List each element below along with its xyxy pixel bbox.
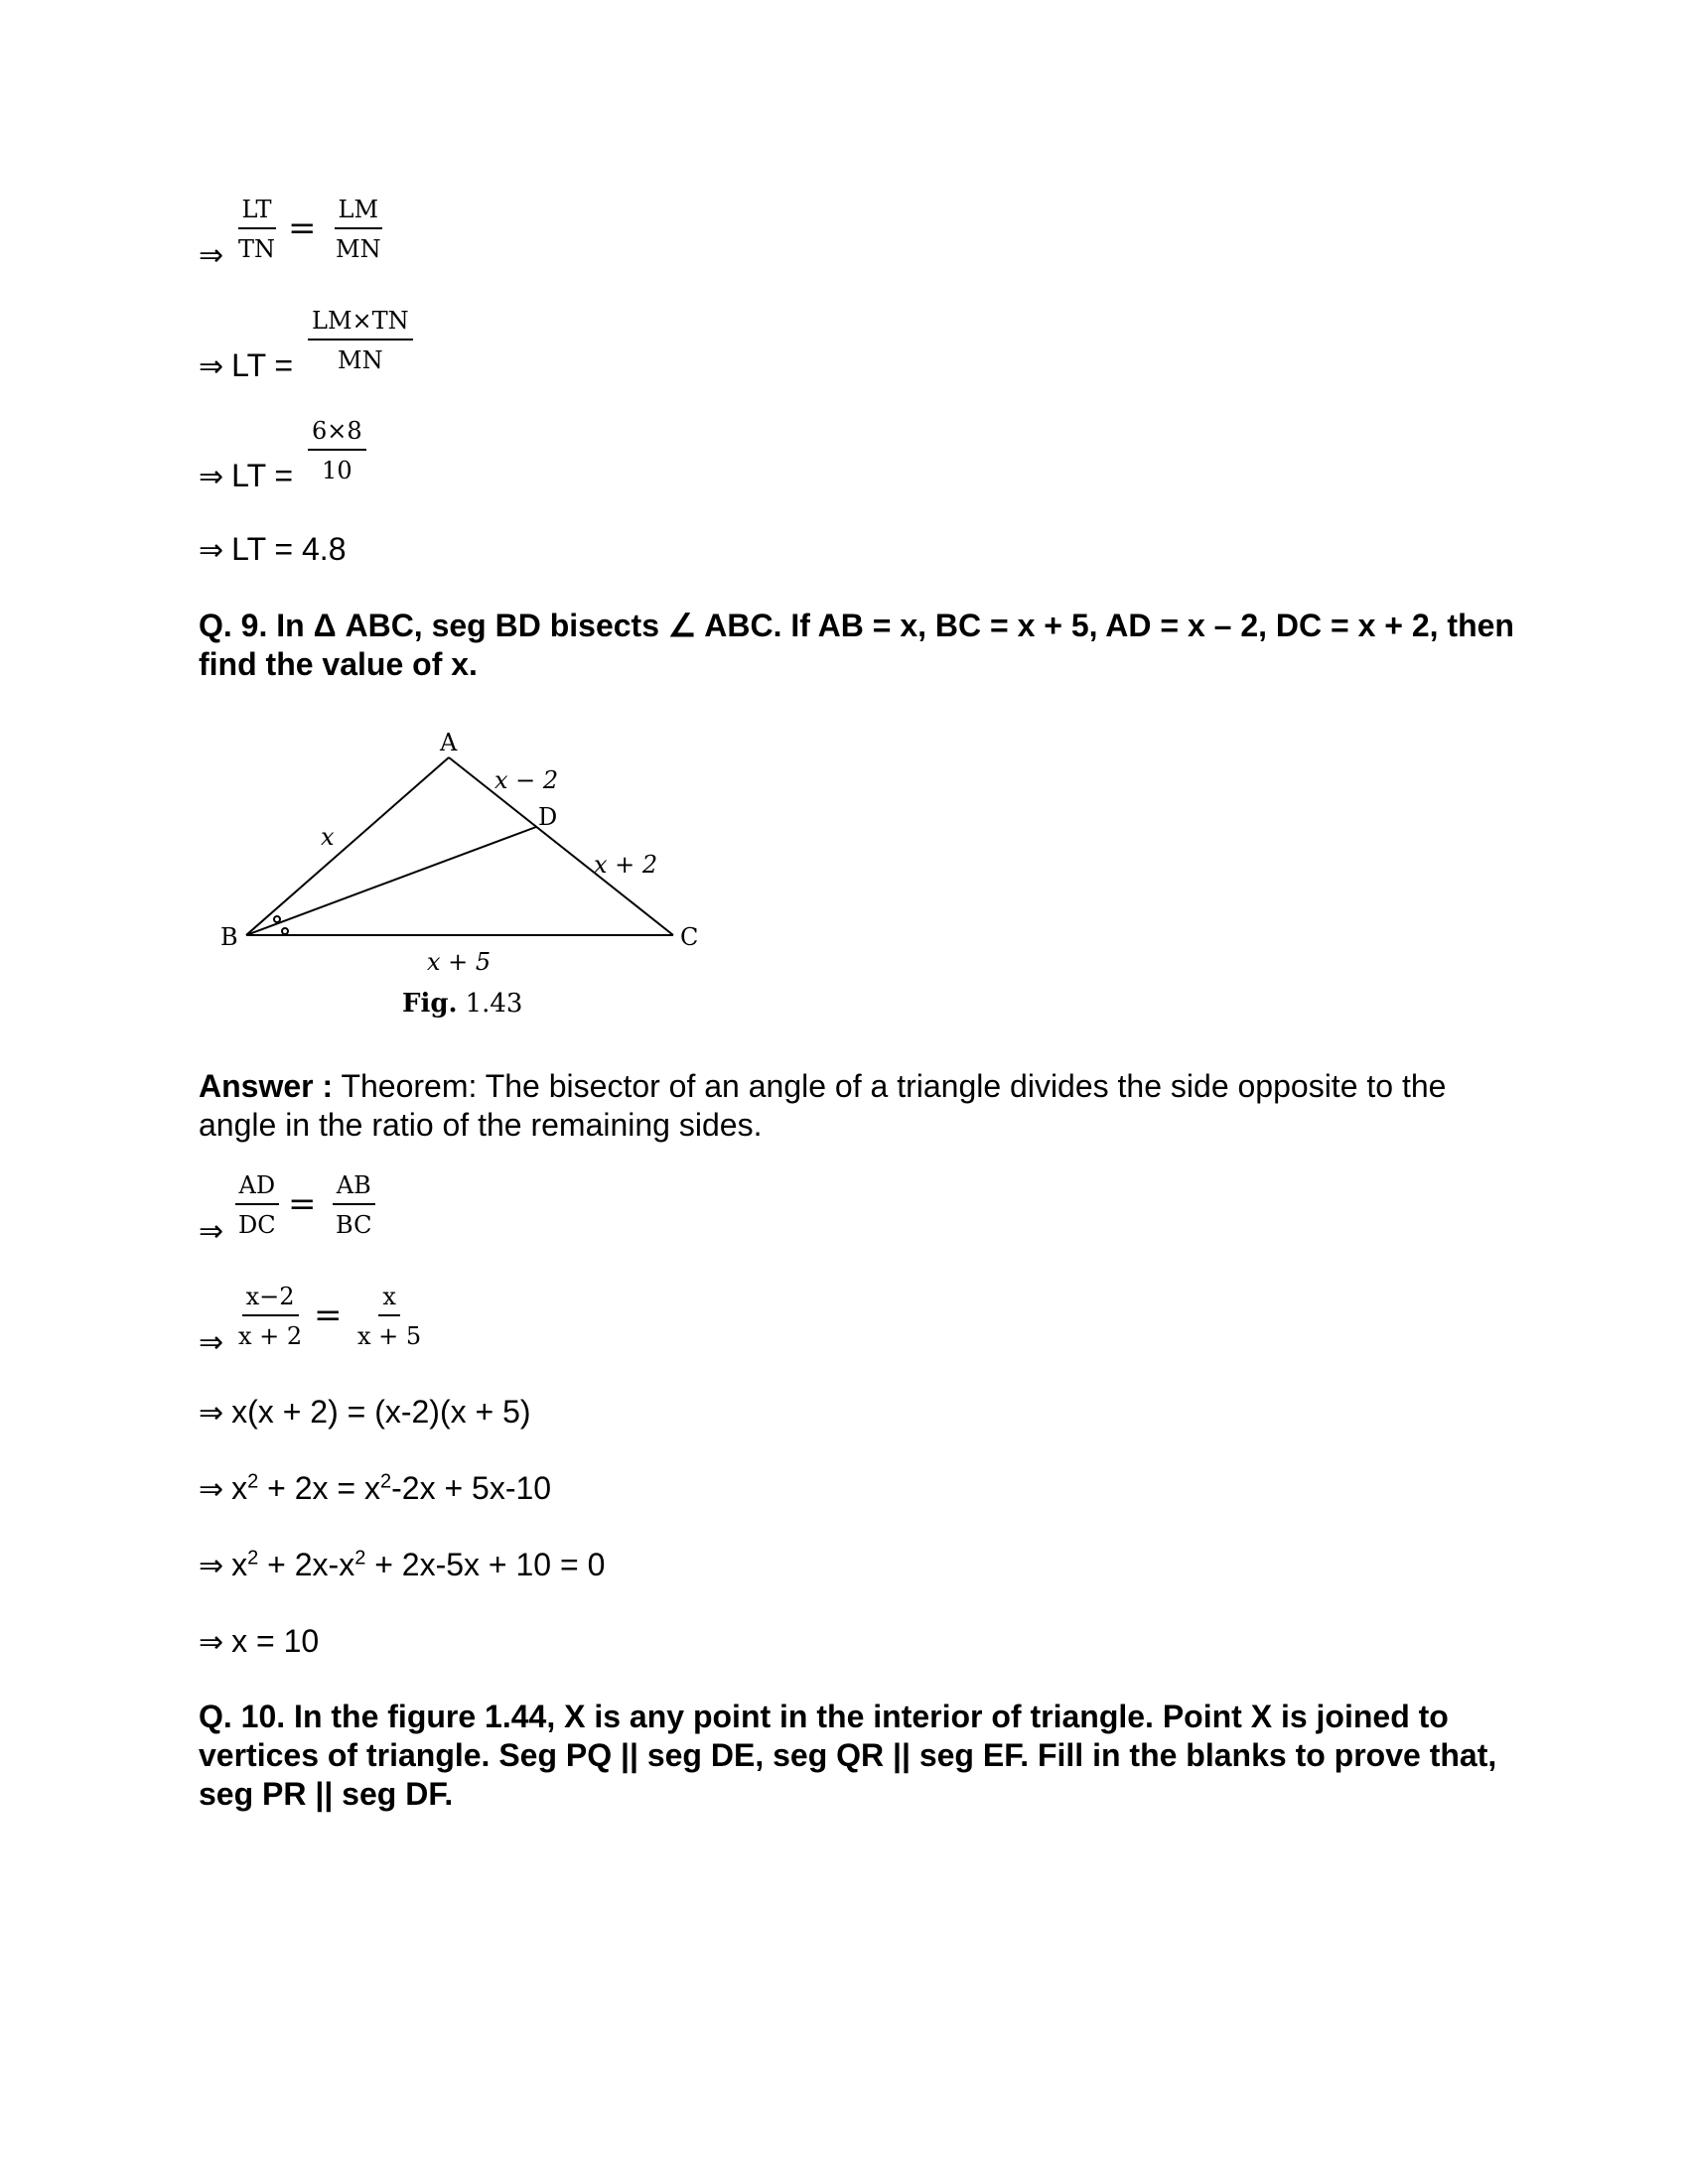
numerator: LM [335,196,383,229]
question-10: Q. 10. In the figure 1.44, X is any point in the interior of triangle. Point X is joined to vertices of triangle. Seg PQ || seg DE, seg QR || seg EF. Fill in the blanks to prove that, seg PR || seg DF. [199,1699,1497,1812]
side-dc-label: x + 2 [594,851,658,879]
vertex-a-label: A [440,729,458,756]
exponent: 2 [380,1470,392,1493]
denominator: MN [336,235,381,263]
denominator: MN [338,346,383,374]
implies-symbol: ⇒ [199,1325,224,1360]
equals-sign: = [288,1184,317,1224]
step-4 [199,529,346,571]
side-ab-label: x [321,823,335,851]
numerator: AD [235,1171,280,1205]
side-ad-label: x − 2 [494,766,559,794]
vertex-d-label: D [538,803,558,831]
implies-symbol: ⇒ [199,1625,224,1660]
step-7 [199,1392,531,1433]
implies-symbol: ⇒ [199,1396,224,1431]
term: + 2x-5x + 10 = 0 [365,1547,606,1582]
equals-sign: = [314,1296,343,1335]
vertex-b-label: B [220,923,238,951]
triangle-figure [209,725,725,1023]
implies-symbol: ⇒ [199,238,224,273]
denominator: 10 [322,457,352,484]
denominator: x + 2 [238,1322,303,1350]
term: + 2x-x [258,1547,355,1582]
denominator: DC [238,1211,276,1239]
vertex-c-label: C [680,923,699,951]
denominator: TN [238,235,276,263]
equation: LT = 4.8 [231,531,347,567]
fraction-lt-tn [234,196,279,263]
term: x [231,1470,248,1506]
equation-lhs: LT = [231,458,294,493]
fraction-6x8-10 [308,417,366,484]
numerator: x−2 [242,1283,299,1316]
step-10 [199,1621,319,1663]
side-ab [246,757,449,935]
numerator: LT [238,196,276,229]
exponent: 2 [247,1470,259,1493]
question-9: Q. 9. In Δ ABC, seg BD bisects ∠ ABC. If AB = x, BC = x + 5, AD = x – 2, DC = x + 2, then find the value of x. [199,608,1514,682]
denominator: x + 5 [357,1322,422,1350]
term: -2x + 5x-10 [391,1470,552,1506]
implies-symbol: ⇒ [199,1549,224,1583]
numerator: x [378,1283,400,1316]
equation: x(x + 2) = (x-2)(x + 5) [231,1394,531,1430]
bisector-bd [246,827,536,935]
step-9 [199,1545,605,1586]
answer-paragraph [199,1067,1519,1145]
implies-symbol: ⇒ [199,460,224,494]
numerator: 6×8 [308,417,366,451]
side-bc-label: x + 5 [427,948,492,976]
fraction-x-xplus5 [353,1283,425,1350]
caption-bold: Fig. [402,989,458,1019]
answer-label: Answer : [199,1068,334,1104]
angle-mark-2 [282,928,288,934]
term: + 2x = x [258,1470,380,1506]
implies-symbol: ⇒ [199,1472,224,1507]
numerator: AB [333,1171,375,1205]
equals-sign: = [288,208,317,248]
exponent: 2 [247,1547,259,1570]
fraction-lm-mn [332,196,385,263]
figure-caption [402,989,522,1019]
fraction-ad-dc [234,1171,280,1239]
denominator: BC [336,1211,372,1239]
answer-text: Theorem: The bisector of an angle of a triangle divides the side opposite to the angle in the ratio of the remaining sides. [199,1068,1447,1143]
fraction-lmtn-mn [308,307,413,374]
angle-mark-1 [274,916,280,922]
term: x [231,1547,248,1582]
implies-symbol: ⇒ [199,533,224,568]
exponent: 2 [354,1547,366,1570]
numerator: LM×TN [308,307,413,341]
caption-number: 1.43 [465,989,523,1019]
fraction-xminus2-xplus2 [234,1283,306,1350]
implies-symbol: ⇒ [199,349,224,384]
equation-lhs: LT = [231,347,294,383]
equation: x = 10 [231,1623,320,1659]
step-8 [199,1468,551,1510]
fraction-ab-bc [332,1171,375,1239]
implies-symbol: ⇒ [199,1214,224,1249]
